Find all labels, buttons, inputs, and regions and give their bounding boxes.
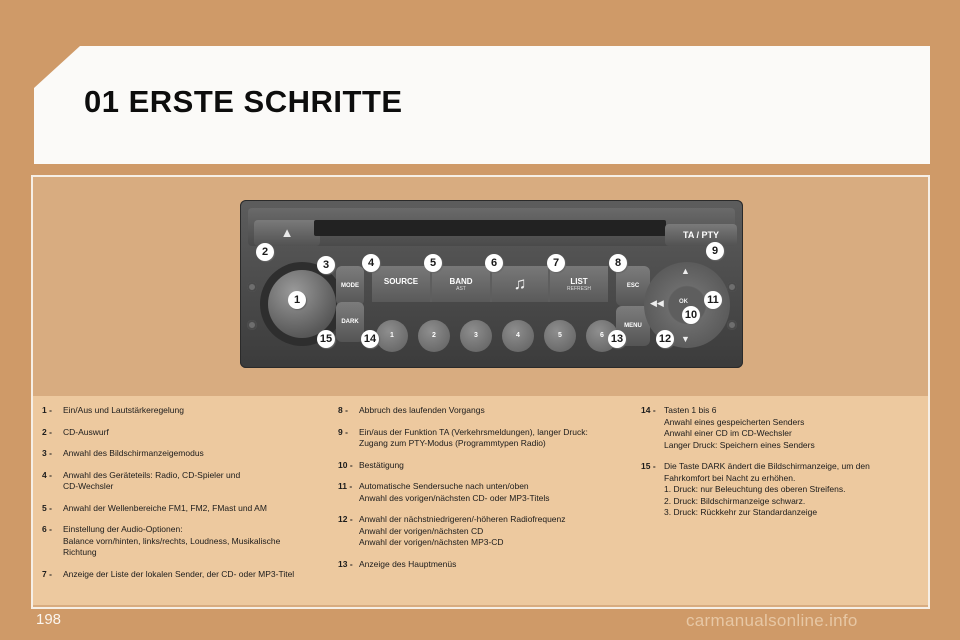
item-number: 3 - (42, 448, 52, 458)
item-text-line: Fahrkomfort bei Nacht zu erhöhen. (664, 472, 796, 483)
description-item (338, 514, 630, 549)
preset-button-4[interactable]: 4 (502, 320, 534, 352)
callout-5: 5 (424, 254, 442, 272)
item-number: 15 - (641, 461, 656, 471)
item-text-line: 1. Druck: nur Beleuchtung des oberen Streifens. (664, 484, 846, 494)
item-text-line: Anwahl der Wellenbereiche FM1, FM2, FMast und AM (63, 502, 267, 513)
callout-11: 11 (704, 291, 722, 309)
callout-4: 4 (362, 254, 380, 272)
watermark: carmanualsonline.info (686, 611, 858, 630)
item-text-line: Einstellung der Audio-Optionen: (63, 524, 183, 534)
description-item (42, 405, 324, 417)
callout-9: 9 (706, 242, 724, 260)
audio-button[interactable] (492, 266, 548, 302)
description-item (338, 405, 630, 417)
item-number: 9 - (338, 426, 348, 437)
screw-icon (247, 320, 257, 330)
item-text-line: Anwahl der vorigen/nächsten CD (359, 525, 484, 536)
item-text-line: Tasten 1 bis 6 (664, 405, 717, 415)
item-number: 4 - (42, 469, 52, 480)
ta-pty-button[interactable]: TA / PTY (665, 224, 737, 246)
arrow-up-icon[interactable]: ▲ (681, 266, 690, 276)
ok-button[interactable]: OK (679, 299, 688, 305)
item-number: 5 - (42, 502, 52, 513)
item-text-line: Anwahl der nächstniedrigeren/-höheren Radiofrequenz (359, 514, 566, 524)
description-column-1 (42, 405, 324, 590)
item-text-line: Anwahl des Geräteteils: Radio, CD-Spieler und (63, 469, 241, 480)
page-title: 01 ERSTE SCHRITTE (84, 84, 403, 119)
item-number: 13 - (338, 558, 353, 569)
item-text-line: Bestätigung (359, 459, 404, 470)
description-item (641, 461, 923, 519)
page-number: 198 (36, 611, 62, 628)
description-item (338, 481, 630, 504)
item-number: 8 - (338, 405, 348, 415)
item-text-line: Balance vorn/hinten, links/rechts, Loudness, Musikalische (63, 535, 281, 546)
preset-button-1[interactable]: 1 (376, 320, 408, 352)
rewind-icon[interactable]: ◀◀ (650, 298, 664, 308)
source-button[interactable] (372, 266, 430, 302)
screw-icon (727, 282, 737, 292)
description-item (338, 559, 630, 571)
callout-13: 13 (608, 330, 626, 348)
item-text-line: Anzeige des Hauptmenüs (359, 558, 457, 569)
mode-button[interactable]: MODE (336, 266, 364, 306)
menu-button[interactable]: MENU (616, 306, 650, 346)
cd-slot (314, 220, 666, 236)
arrow-down-icon[interactable]: ▼ (681, 334, 690, 344)
item-number: 7 - (42, 568, 52, 579)
callout-15: 15 (317, 330, 335, 348)
item-text-line: Richtung (63, 547, 97, 557)
item-number: 11 - (338, 481, 353, 491)
list-sub-label: REFRESH (567, 286, 591, 292)
callout-8: 8 (609, 254, 627, 272)
preset-button-6[interactable]: 6 (586, 320, 618, 352)
eject-icon: ▲ (280, 225, 294, 240)
callout-12: 12 (656, 330, 674, 348)
preset-button-5[interactable]: 5 (544, 320, 576, 352)
band-label: BAND (449, 277, 473, 286)
dark-button[interactable]: DARK (336, 302, 364, 342)
item-text-line: Anwahl der vorigen/nächsten MP3-CD (359, 537, 504, 547)
preset-button-3[interactable]: 3 (460, 320, 492, 352)
callout-14: 14 (361, 330, 379, 348)
item-text-line: 2. Druck: Bildschirmanzeige schwarz. (664, 495, 806, 506)
band-button[interactable] (432, 266, 490, 302)
callout-3: 3 (317, 256, 335, 274)
item-text-line: Zugang zum PTY-Modus (Programmtypen Radio) (359, 438, 546, 448)
band-sub-label: AST (456, 286, 466, 292)
item-text-line: CD-Auswurf (63, 426, 109, 437)
description-item (42, 470, 324, 493)
item-text-line: 3. Druck: Rückkehr zur Standardanzeige (664, 507, 818, 517)
list-label: LIST (570, 277, 588, 286)
callout-10: 10 (682, 306, 700, 324)
description-item (641, 405, 923, 451)
description-item (338, 460, 630, 472)
item-text-line: CD-Wechsler (63, 481, 114, 491)
description-item (42, 448, 324, 460)
item-text-line: Die Taste DARK ändert die Bildschirmanzeige, um den (664, 461, 870, 471)
callout-2: 2 (256, 243, 274, 261)
item-number: 2 - (42, 426, 52, 437)
screw-icon (247, 282, 257, 292)
item-text-line: Abbruch des laufenden Vorgangs (359, 405, 485, 415)
item-text-line: Anwahl eines gespeicherten Senders (664, 416, 805, 427)
item-number: 14 - (641, 405, 656, 415)
item-text-line: Ein/aus der Funktion TA (Verkehrsmeldungen), langer Druck: (359, 426, 588, 437)
esc-button[interactable]: ESC (616, 266, 650, 306)
item-number: 10 - (338, 459, 353, 470)
description-item (42, 569, 324, 581)
description-item (42, 524, 324, 559)
item-text-line: Automatische Sendersuche nach unten/oben (359, 481, 529, 491)
callout-7: 7 (547, 254, 565, 272)
item-text-line: Langer Druck: Speichern eines Senders (664, 439, 815, 450)
item-text-line: Anwahl einer CD im CD-Wechsler (664, 428, 792, 438)
description-item (338, 427, 630, 450)
callout-1: 1 (288, 291, 306, 309)
screw-icon (727, 320, 737, 330)
item-number: 6 - (42, 524, 52, 534)
description-item (42, 503, 324, 515)
source-label: SOURCE (383, 277, 419, 286)
item-number: 1 - (42, 405, 52, 415)
item-text-line: Anzeige der Liste der lokalen Sender, der CD- oder MP3-Titel (63, 568, 295, 579)
item-text-line: Anwahl des vorigen/nächsten CD- oder MP3-Titels (359, 492, 550, 503)
item-text-line: Ein/Aus und Lautstärkeregelung (63, 405, 184, 415)
description-column-3 (641, 405, 923, 529)
item-text-line: Anwahl des Bildschirmanzeigemodus (63, 448, 204, 458)
description-column-2 (338, 405, 630, 580)
callout-6: 6 (485, 254, 503, 272)
description-item (42, 427, 324, 439)
preset-button-2[interactable]: 2 (418, 320, 450, 352)
item-number: 12 - (338, 514, 353, 524)
music-note-icon: ♫ (513, 274, 527, 293)
